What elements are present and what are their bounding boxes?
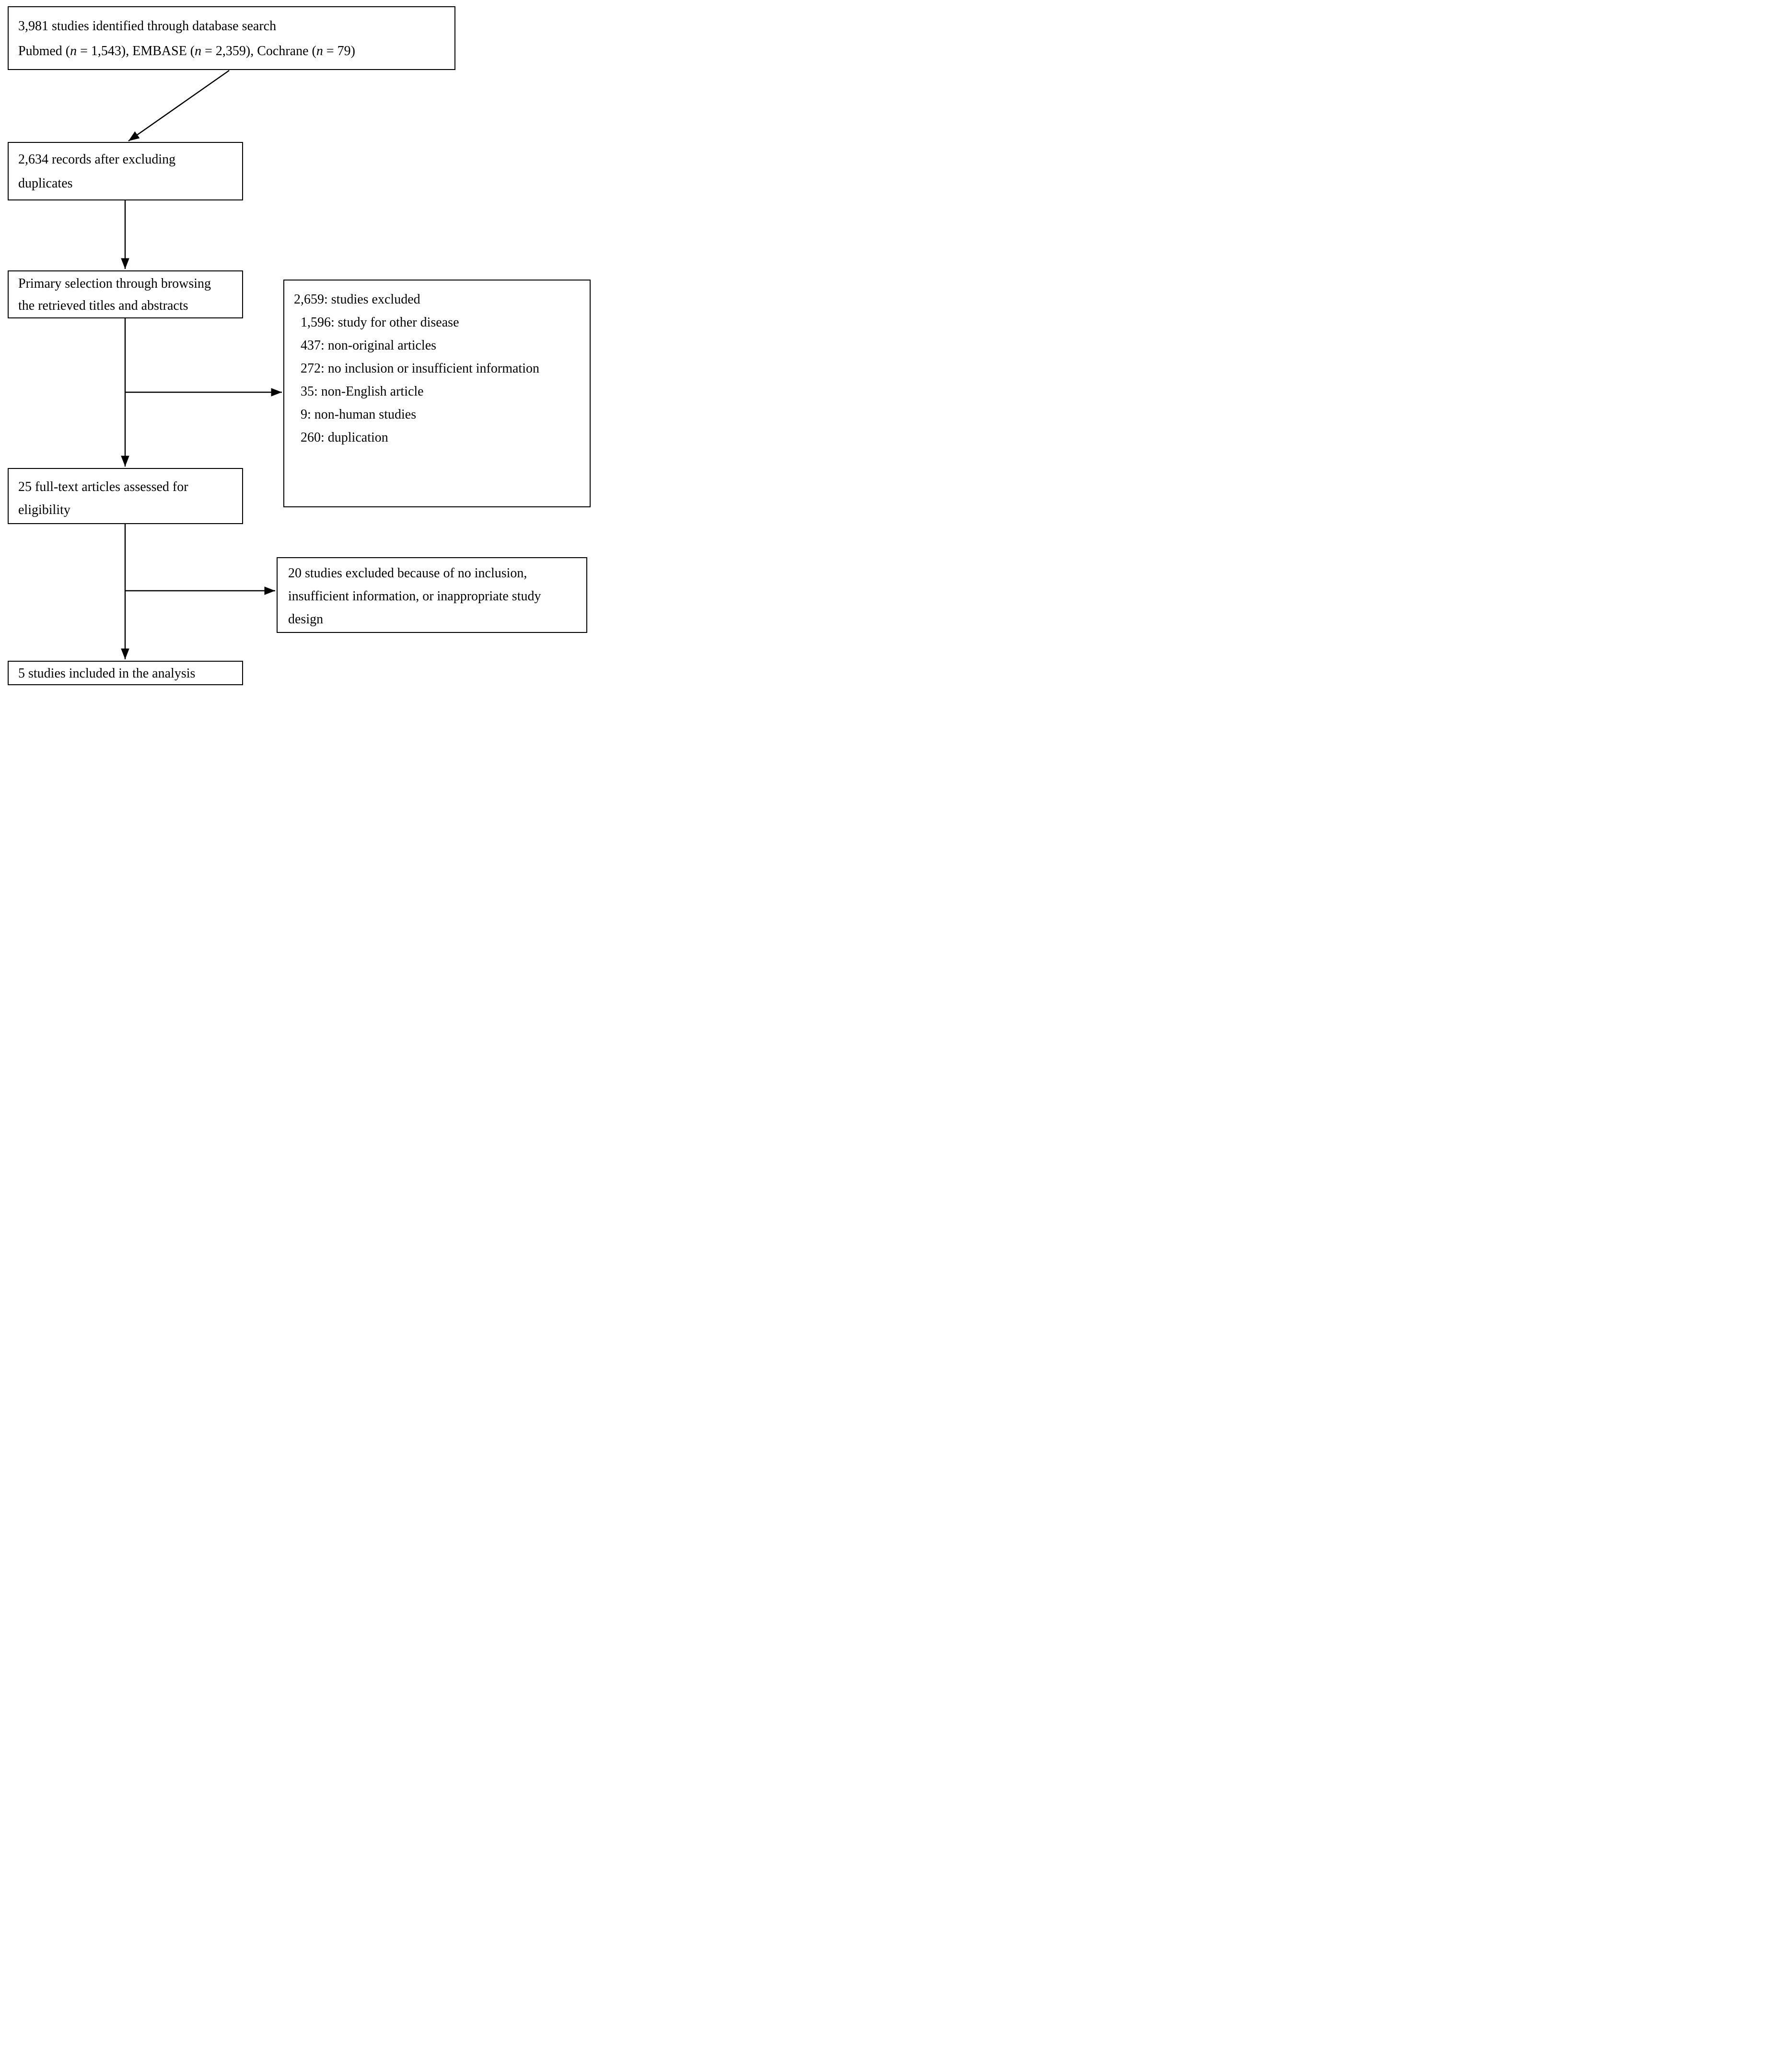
- italic-n: n: [195, 44, 202, 58]
- included-line1: 5 studies included in the analysis: [18, 666, 196, 681]
- excluded-fulltext-line: insufficient information, or inappropriate study: [288, 589, 541, 604]
- arrow-identified-to-deduplicated: [128, 70, 229, 141]
- dedup-line1: 2,634 records after excluding: [18, 152, 176, 167]
- excluded-primary-header: 2,659: studies excluded: [294, 292, 420, 307]
- excluded-primary-item: 437: non-original articles: [301, 338, 437, 353]
- identified-line2: [18, 39, 445, 64]
- excluded-fulltext-line: design: [288, 612, 324, 627]
- box-excluded-fulltext: [277, 557, 587, 633]
- excluded-primary-item: 35: non-English article: [301, 384, 424, 399]
- fulltext-line2: eligibility: [18, 503, 70, 517]
- box-studies-included: [8, 661, 243, 685]
- box-excluded-primary: [283, 280, 591, 507]
- excluded-primary-item: 260: duplication: [301, 430, 388, 445]
- box-primary-selection: [8, 270, 243, 318]
- primary-line1: Primary selection through browsing: [18, 276, 211, 291]
- fulltext-line1: 25 full-text articles assessed for: [18, 479, 188, 494]
- excluded-primary-item: 272: no inclusion or insufficient information: [301, 361, 539, 376]
- identified-line1: 3,981 studies identified through database search: [18, 19, 277, 34]
- box-studies-identified: [8, 6, 455, 70]
- excluded-primary-item: 1,596: study for other disease: [301, 315, 459, 330]
- text-part: Pubmed (: [18, 44, 70, 58]
- dedup-line2: duplicates: [18, 176, 73, 191]
- italic-n: n: [316, 44, 323, 58]
- excluded-primary-item: 9: non-human studies: [301, 407, 417, 422]
- box-fulltext-assessed: [8, 468, 243, 524]
- prisma-flow-diagram: [0, 0, 597, 686]
- box-records-after-duplicates: [8, 142, 243, 200]
- italic-n: n: [70, 44, 77, 58]
- primary-line2: the retrieved titles and abstracts: [18, 298, 188, 313]
- text-part: = 79): [323, 44, 355, 58]
- excluded-fulltext-line: 20 studies excluded because of no inclusion,: [288, 566, 527, 581]
- text-part: = 2,359), Cochrane (: [201, 44, 316, 58]
- text-part: = 1,543), EMBASE (: [77, 44, 195, 58]
